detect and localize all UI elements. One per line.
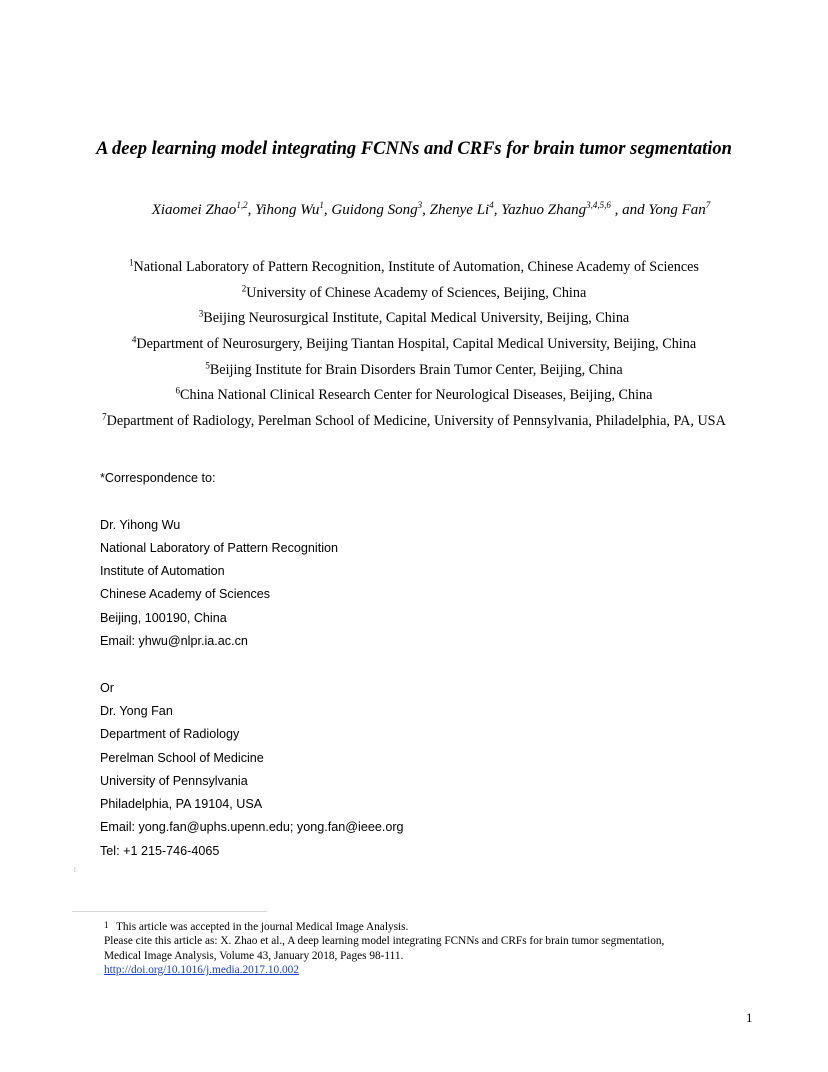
contact-line: Philadelphia, PA 19104, USA	[100, 797, 263, 812]
author-list	[0, 202, 828, 219]
author-affiliation-sup: 7	[705, 200, 711, 210]
margin-mark: 1	[73, 866, 77, 874]
author: Yong Fan$^7$	[648, 200, 711, 218]
affiliation-item: $^6$China National Clinical Research Center for Neurological Diseases, Beijing, China	[175, 385, 653, 404]
affiliation-item: $^7$Department of Radiology, Perelman School of Medicine, University of Pennsylvania, Philadelphia, PA, USA	[102, 411, 726, 430]
author-affiliation-sup: 3,4,5,6	[586, 200, 611, 210]
author-affiliation-sup: 1	[319, 200, 324, 210]
author-affiliation-sup: 1,2	[236, 200, 248, 210]
author: Yazhuo Zhang$^{3,4,5,6}$ , and	[501, 200, 649, 218]
affiliation-item: $^1$National Laboratory of Pattern Recognition, Institute of Automation, Chinese Academy of Sciences	[129, 257, 699, 275]
author: Zhenye Li$^4$,	[429, 200, 502, 218]
footnote	[104, 920, 664, 977]
contact-line: Institute of Automation	[100, 564, 225, 579]
footnote-line: This article was accepted in the journal Medical Image Analysis.	[116, 921, 409, 933]
author-affiliation-sup: 4	[489, 200, 494, 210]
author: Xiaomei Zhao$^{1,2}$,	[151, 200, 256, 218]
footnote-line: Medical Image Analysis, Volume 43, January 2018, Pages 98-111.	[104, 949, 404, 962]
contact-line: National Laboratory of Pattern Recognition	[100, 540, 339, 555]
footnote-line: Please cite this article as: X. Zhao et al., A deep learning model integrating FCNNs and CRFs for brain tumor segmentation,	[104, 935, 665, 948]
footnote-mark: 1	[104, 920, 109, 930]
footnote-divider	[72, 911, 267, 912]
contact-separator: Or	[100, 680, 114, 695]
contact-yong-fan	[100, 700, 404, 863]
author-affiliation-sup: 3	[417, 200, 423, 210]
author: Yihong Wu$^1$,	[255, 200, 332, 218]
contact-email: Email: yong.fan@uphs.upenn.edu; yong.fan@ieee.org	[100, 820, 404, 835]
contact-line: Department of Radiology	[100, 727, 240, 742]
doi-link[interactable]: http://doi.org/10.1016/j.media.2017.10.002	[104, 963, 299, 976]
page-number: 1	[746, 1010, 753, 1025]
affiliation-item: $^5$Beijing Institute for Brain Disorders Brain Tumor Center, Beijing, China	[205, 360, 623, 378]
affiliation-list	[0, 255, 828, 435]
correspondence-heading: *Correspondence to:	[100, 471, 216, 485]
contact-phone: Tel: +1 215-746-4065	[100, 843, 220, 858]
contact-email: Email: yhwu@nlpr.ia.ac.cn	[100, 634, 248, 649]
correspondence-block	[100, 467, 404, 863]
affiliation-item: $^4$Department of Neurosurgery, Beijing Tiantan Hospital, Capital Medical University, Beijing, China	[131, 334, 697, 353]
contact-line: Dr. Yihong Wu	[100, 517, 181, 532]
contact-line: Dr. Yong Fan	[100, 703, 173, 718]
affiliation-item: $^3$Beijing Neurosurgical Institute, Capital Medical University, Beijing, China	[198, 308, 630, 327]
contact-line: Beijing, 100190, China	[100, 610, 227, 625]
paper-title: A deep learning model integrating FCNNs and CRFs for brain tumor segmentation	[96, 139, 732, 159]
contact-yihong-wu	[100, 514, 404, 654]
author: Guidong Song$^3$,	[331, 200, 430, 218]
contact-line: Perelman School of Medicine	[100, 750, 264, 765]
contact-line: Chinese Academy of Sciences	[100, 587, 271, 602]
contact-line: University of Pennsylvania	[100, 773, 248, 788]
affiliation-item: $^2$University of Chinese Academy of Sciences, Beijing, China	[241, 282, 587, 301]
